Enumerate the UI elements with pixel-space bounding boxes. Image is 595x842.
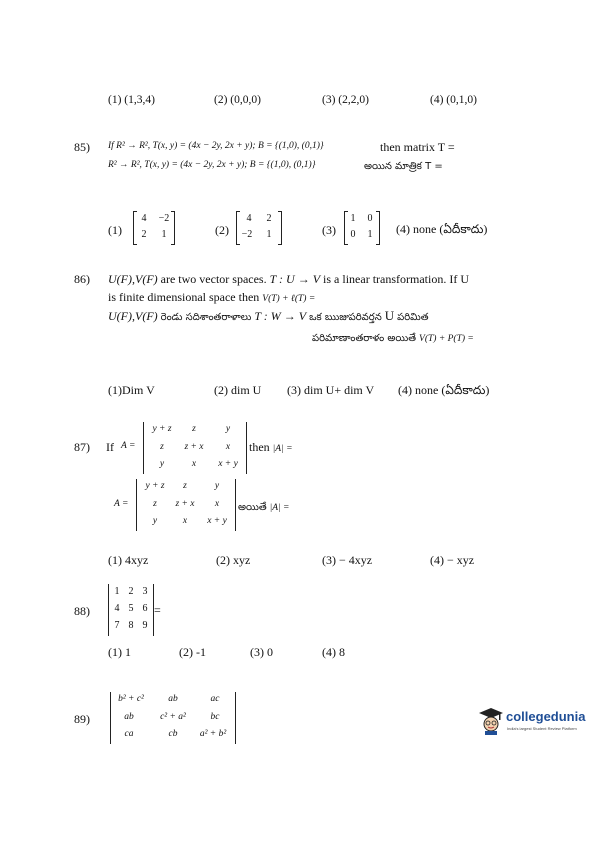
question-85-telugu-tail: అయిన మాత్రిక T = <box>364 161 443 172</box>
q87-option-3: (3) − 4xyz <box>322 553 373 567</box>
q87-then <box>249 440 292 455</box>
det-cell: 1 <box>114 586 120 597</box>
q85-option-3-label: (3) <box>322 223 336 237</box>
graduate-mascot-icon <box>478 706 504 736</box>
det-cell: x <box>182 516 188 526</box>
det-cell: y <box>159 459 165 469</box>
q88-option-1: (1) 1 <box>108 645 131 659</box>
det-cell: x + y <box>218 459 238 469</box>
q86-option-1: (1)Dim V <box>108 383 155 397</box>
matrix-cell: −2 <box>158 213 170 224</box>
det-cell: x <box>225 442 231 452</box>
det-cell: 3 <box>142 586 148 597</box>
matrix-cell: 0 <box>350 229 356 240</box>
question-85-number: 85) <box>74 140 90 154</box>
q87-option-2: (2) xyz <box>216 553 251 567</box>
q85-option-1-label: (1) <box>108 223 122 237</box>
question-86-number: 86) <box>74 272 90 286</box>
det-cell: 8 <box>128 620 134 631</box>
logo-name: collegedunia <box>506 709 586 724</box>
collegedunia-logo <box>478 706 588 736</box>
det-cell: 2 <box>128 586 134 597</box>
q86-text: are two vector spaces. <box>160 272 267 286</box>
q88-determinant <box>108 584 154 636</box>
det-cell: z <box>192 424 196 434</box>
det-cell: ab <box>124 712 134 722</box>
q85-option-4-text: (4) none (ఏదీకాదు) <box>396 222 488 236</box>
det-cell: a² + b² <box>199 729 227 739</box>
q85-option-2-label: (2) <box>215 223 229 237</box>
det-cell: 7 <box>114 620 120 631</box>
question-85-telugu-math: R² → R², T(x, y) = (4x − 2y, 2x + y); B = {(1,0), (0,1)} <box>108 160 316 170</box>
det-cell: 9 <box>142 620 148 631</box>
question-88-number: 88) <box>74 604 90 618</box>
det-cell: 4 <box>114 603 120 614</box>
q87-te-text: అయితే <box>238 502 267 513</box>
matrix-cell: 2 <box>266 213 272 224</box>
q86-vector-spaces: U(F),V(F) <box>108 309 158 323</box>
q86-text: is finite dimensional space then <box>108 290 260 304</box>
det-cell: z <box>160 442 164 452</box>
q87-A-eq: A = <box>121 441 136 451</box>
q86-expression: V(T) + ℓ(T) = <box>262 294 316 304</box>
q87-option-1: (1) 4xyz <box>108 553 149 567</box>
q87-absA: |A| = <box>272 444 293 454</box>
q88-equals: = <box>154 603 161 617</box>
q85-option-4 <box>396 222 487 239</box>
q86-option-2: (2) dim U <box>214 383 262 397</box>
q87-absA-te: |A| = <box>269 503 290 513</box>
prev-option-3: (3) (2,2,0) <box>322 94 369 106</box>
prev-option-1: (1) (1,3,4) <box>108 94 155 106</box>
matrix-cell: 1 <box>367 229 373 240</box>
q86-map: T : W → V <box>254 309 307 323</box>
det-cell: ac <box>210 694 220 704</box>
det-cell: y <box>152 516 158 526</box>
prev-option-2: (2) (0,0,0) <box>214 94 261 106</box>
q85-option-2-matrix <box>236 212 282 244</box>
q87-if: If <box>106 440 114 454</box>
det-cell: y + z <box>152 424 172 434</box>
logo-tagline: India's largest Student Review Platform <box>507 726 577 731</box>
q87-A-eq-te: A = <box>114 499 129 509</box>
question-89-number: 89) <box>74 712 90 726</box>
det-cell: 5 <box>128 603 134 614</box>
q85-option-1-matrix <box>133 212 175 244</box>
det-cell: y <box>214 481 220 491</box>
matrix-cell: 1 <box>266 229 272 240</box>
det-cell: 6 <box>142 603 148 614</box>
det-cell: b² + c² <box>118 694 144 704</box>
q86-U: U <box>384 308 395 323</box>
q88-option-4: (4) 8 <box>322 645 345 659</box>
q86-option-4: (4) none (ఏదీకాదు) <box>398 383 490 397</box>
det-cell: z + x <box>175 499 195 509</box>
q86-map: T : U → V <box>269 272 321 286</box>
question-86-line-4 <box>312 330 474 346</box>
matrix-cell: 4 <box>141 213 147 224</box>
q86-telugu: పరిమాణాంతరాళం అయితే <box>312 333 417 344</box>
det-cell: x + y <box>207 516 227 526</box>
det-cell: x <box>191 459 197 469</box>
det-cell: c² + a² <box>160 712 186 722</box>
q86-telugu: రెండు సదిశాంతరాళాలు <box>160 312 252 323</box>
q86-option-3: (3) dim U+ dim V <box>287 383 375 397</box>
matrix-cell: 0 <box>367 213 373 224</box>
q86-vector-spaces: U(F),V(F) <box>108 272 158 286</box>
det-cell: y + z <box>145 481 165 491</box>
question-87-number: 87) <box>74 440 90 454</box>
det-cell: y <box>225 424 231 434</box>
q86-text: is a linear transformation. If U <box>323 272 469 286</box>
q87-determinant-te <box>136 479 236 531</box>
det-cell: ab <box>168 694 178 704</box>
det-cell: z + x <box>184 442 204 452</box>
question-86-line-3 <box>108 308 429 325</box>
question-86-line-2 <box>108 290 315 305</box>
det-cell: ca <box>124 729 134 739</box>
matrix-cell: 1 <box>350 213 356 224</box>
q89-determinant <box>110 692 236 744</box>
det-cell: cb <box>168 729 178 739</box>
q87-te-tail <box>238 499 289 515</box>
prev-option-4: (4) (0,1,0) <box>430 94 477 106</box>
det-cell: z <box>183 481 187 491</box>
matrix-cell: −2 <box>241 229 253 240</box>
det-cell: bc <box>210 712 220 722</box>
matrix-cell: 4 <box>246 213 252 224</box>
det-cell: z <box>153 499 157 509</box>
q88-option-3: (3) 0 <box>250 645 273 659</box>
q88-option-2: (2) -1 <box>179 645 206 659</box>
question-85-english-math: If R² → R², T(x, y) = (4x − 2y, 2x + y); B = {(1,0), (0,1)} <box>108 141 324 151</box>
matrix-cell: 1 <box>161 229 167 240</box>
det-cell: x <box>214 499 220 509</box>
q87-option-4: (4) − xyz <box>430 553 475 567</box>
q87-determinant-en <box>143 422 247 474</box>
q86-telugu: ఒక ఋజుపరివర్తన <box>309 312 382 323</box>
q85-option-3-matrix <box>344 212 380 244</box>
matrix-cell: 2 <box>141 229 147 240</box>
q86-expression: V(T) + P(T) = <box>419 334 474 344</box>
q87-then-text: then <box>249 440 270 454</box>
question-86-line-1 <box>108 272 469 287</box>
question-85-english-tail: then matrix T = <box>380 140 455 154</box>
q86-telugu: పరిమిత <box>397 312 429 323</box>
